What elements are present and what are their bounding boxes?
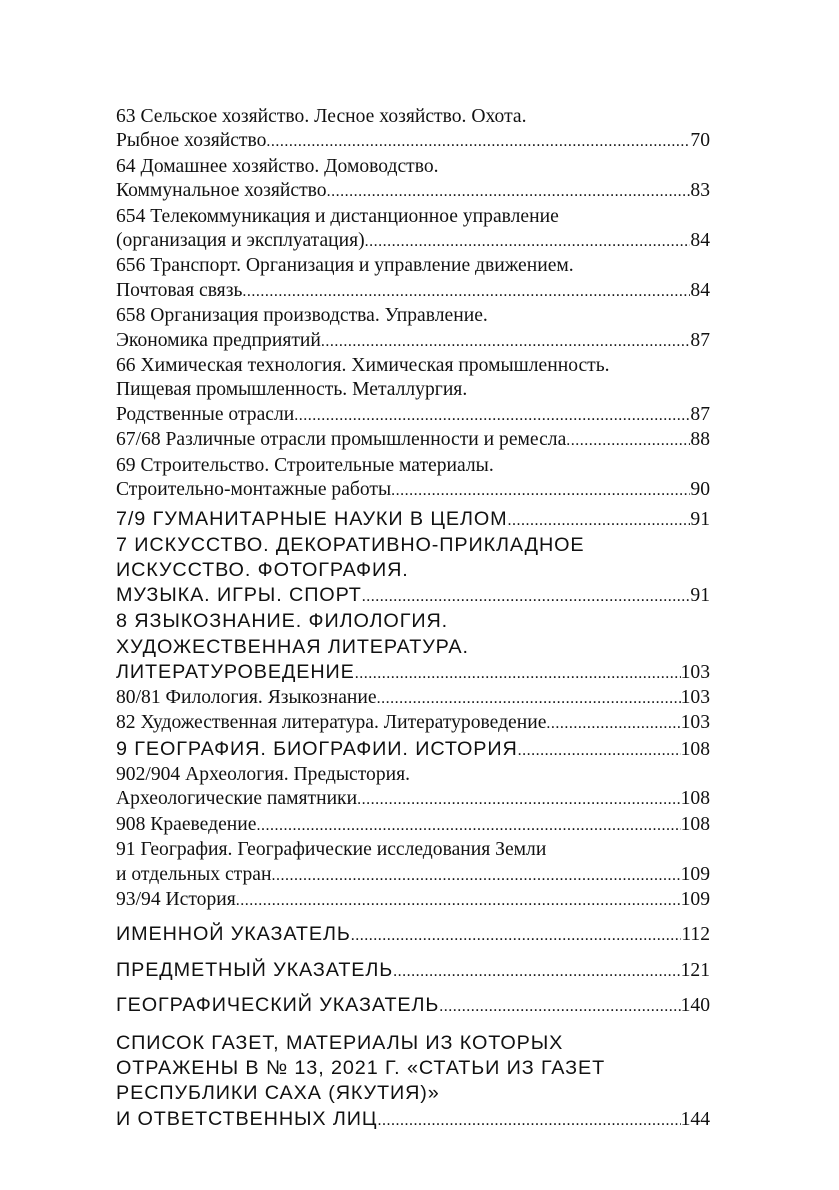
toc-entry-text: РЕСПУБЛИКИ САХА (ЯКУТИЯ)» xyxy=(116,1082,440,1105)
toc-page-number: 140 xyxy=(680,994,710,1016)
toc-entry[interactable] xyxy=(116,205,710,255)
toc-entry-text: ОТРАЖЕНЫ В № 13, 2021 Г. «СТАТЬИ ИЗ ГАЗЕТ xyxy=(116,1057,606,1080)
toc-entry-text: 9 ГЕОГРАФИЯ. БИОГРАФИИ. ИСТОРИЯ xyxy=(116,737,518,760)
toc-page-number: 91 xyxy=(690,508,710,530)
dot-leader xyxy=(566,428,690,453)
toc-entry[interactable] xyxy=(116,711,710,736)
toc-page-number: 103 xyxy=(680,686,710,708)
toc-entry-text: Археологические памятники xyxy=(116,788,358,810)
toc-page-number: 84 xyxy=(690,279,710,301)
dot-leader xyxy=(321,329,691,354)
toc-section-heading[interactable] xyxy=(116,609,710,686)
dot-leader xyxy=(351,922,682,948)
toc-section-heading[interactable] xyxy=(116,922,710,948)
toc-entry-text: 64 Домашнее хозяйство. Домоводство. xyxy=(116,155,439,177)
toc-entry-text: 67/68 Различные отрасли промышленности и ремесла xyxy=(116,429,567,451)
dot-leader xyxy=(377,1107,680,1133)
dot-leader xyxy=(362,583,691,609)
toc-entry[interactable] xyxy=(116,155,710,205)
toc-entry-text: 908 Краеведение xyxy=(116,813,257,835)
toc-section-heading[interactable] xyxy=(116,1031,710,1133)
toc-page-number: 88 xyxy=(690,429,710,451)
dot-leader xyxy=(391,478,690,503)
toc-entry-text: 63 Сельское хозяйство. Лесное хозяйство. Охота. xyxy=(116,106,527,127)
toc-entry[interactable] xyxy=(116,254,710,304)
dot-leader xyxy=(508,507,691,533)
toc-entry-text: 93/94 История xyxy=(116,888,236,910)
toc-entry[interactable] xyxy=(116,838,710,888)
toc-page-number: 84 xyxy=(690,230,710,252)
toc-page-number: 87 xyxy=(690,403,710,425)
toc-section-heading[interactable] xyxy=(116,533,710,610)
toc-section-heading[interactable] xyxy=(116,993,710,1019)
toc-entry[interactable] xyxy=(116,304,710,354)
toc-page-number: 90 xyxy=(690,479,710,501)
toc-section-heading[interactable] xyxy=(116,507,710,533)
toc-entry[interactable] xyxy=(116,105,710,155)
dot-leader xyxy=(377,686,681,711)
dot-leader xyxy=(294,403,690,428)
toc-entry-text: Экономика предприятий xyxy=(116,329,321,351)
toc-entry-text: Рыбное хозяйство xyxy=(116,130,267,152)
dot-leader xyxy=(256,813,680,838)
dot-leader xyxy=(393,958,680,984)
toc-entry-text: 658 Организация производства. Управление. xyxy=(116,305,488,327)
dot-leader xyxy=(518,737,681,763)
toc-entry-text: Строительно-монтажные работы xyxy=(116,479,392,501)
dot-leader xyxy=(357,787,681,812)
toc-entry-text: 82 Художественная литература. Литературоведение xyxy=(116,712,547,734)
toc-entry-text: 66 Химическая технология. Химическая промышленность. xyxy=(116,355,610,377)
toc-entry-text: Родственные отрасли xyxy=(116,403,295,425)
dot-leader xyxy=(271,863,680,888)
toc-page-number: 109 xyxy=(680,863,710,885)
toc-section-heading[interactable] xyxy=(116,958,710,984)
toc-page-number: 91 xyxy=(690,585,710,607)
toc-entry-text: (организация и эксплуатация) xyxy=(116,230,365,252)
dot-leader xyxy=(355,660,681,686)
toc-entry-text: 69 Строительство. Строительные материалы. xyxy=(116,454,494,476)
toc-entry-text: СПИСОК ГАЗЕТ, МАТЕРИАЛЫ ИЗ КОТОРЫХ xyxy=(116,1031,564,1054)
dot-leader xyxy=(236,888,681,913)
toc-page-number: 108 xyxy=(680,738,710,760)
toc-entry-text: 654 Телекоммуникация и дистанционное управление xyxy=(116,205,559,227)
toc-entry[interactable] xyxy=(116,888,710,913)
toc-section-heading[interactable] xyxy=(116,737,710,763)
toc-entry-text: ИМЕННОЙ УКАЗАТЕЛЬ xyxy=(116,923,351,946)
toc-entry-text: Коммунальное хозяйство xyxy=(116,180,327,202)
toc-page-number: 70 xyxy=(690,130,710,152)
toc-entry-text: И ОТВЕТСТВЕННЫХ ЛИЦ xyxy=(116,1107,378,1130)
toc-entry[interactable] xyxy=(116,454,710,504)
toc-page-number: 103 xyxy=(680,712,710,734)
toc-page-number: 121 xyxy=(680,959,710,981)
toc-entry-text: и отдельных стран xyxy=(116,863,272,885)
dot-leader xyxy=(266,129,690,154)
toc-entry-text: МУЗЫКА. ИГРЫ. СПОРТ xyxy=(116,584,362,607)
dot-leader xyxy=(242,279,690,304)
toc-entry-text: 902/904 Археология. Предыстория. xyxy=(116,763,411,785)
toc-entry-text: ХУДОЖЕСТВЕННАЯ ЛИТЕРАТУРА. xyxy=(116,635,469,658)
toc-entry-text: Пищевая промышленность. Металлургия. xyxy=(116,379,468,401)
toc-entry[interactable] xyxy=(116,428,710,453)
toc-entry-text: 80/81 Филология. Языкознание xyxy=(116,686,377,708)
toc-entry-text: ЛИТЕРАТУРОВЕДЕНИЕ xyxy=(116,660,355,683)
toc-page-number: 108 xyxy=(680,788,710,810)
toc-entry-text: ПРЕДМЕТНЫЙ УКАЗАТЕЛЬ xyxy=(116,958,394,981)
toc-page-number: 109 xyxy=(680,888,710,910)
dot-leader xyxy=(365,229,691,254)
toc-page-number: 103 xyxy=(680,661,710,683)
toc-entry-text: 91 География. Географические исследования Земли xyxy=(116,839,547,861)
toc-entry[interactable] xyxy=(116,686,710,711)
toc-entry-text: ИСКУССТВО. ФОТОГРАФИЯ. xyxy=(116,558,409,581)
toc-page-number: 108 xyxy=(680,813,710,835)
toc-entry-text: 8 ЯЗЫКОЗНАНИЕ. ФИЛОЛОГИЯ. xyxy=(116,610,449,633)
toc-entry[interactable] xyxy=(116,354,710,428)
dot-leader xyxy=(546,711,680,736)
toc-entry[interactable] xyxy=(116,763,710,813)
toc-entry-text: 656 Транспорт. Организация и управление движением. xyxy=(116,255,574,277)
toc-entry-text: 7/9 ГУМАНИТАРНЫЕ НАУКИ В ЦЕЛОМ xyxy=(116,507,508,530)
toc-page-number: 87 xyxy=(690,329,710,351)
table-of-contents xyxy=(116,105,710,1133)
dot-leader xyxy=(439,993,680,1019)
toc-page-number: 144 xyxy=(680,1108,710,1130)
toc-page-number: 112 xyxy=(681,924,710,946)
toc-entry-text: ГЕОГРАФИЧЕСКИЙ УКАЗАТЕЛЬ xyxy=(116,993,440,1016)
toc-entry[interactable] xyxy=(116,813,710,838)
toc-page-number: 83 xyxy=(690,180,710,202)
toc-entry-text: 7 ИСКУССТВО. ДЕКОРАТИВНО-ПРИКЛАДНОЕ xyxy=(116,533,585,556)
toc-entry-text: Почтовая связь xyxy=(116,279,243,301)
dot-leader xyxy=(327,179,691,204)
